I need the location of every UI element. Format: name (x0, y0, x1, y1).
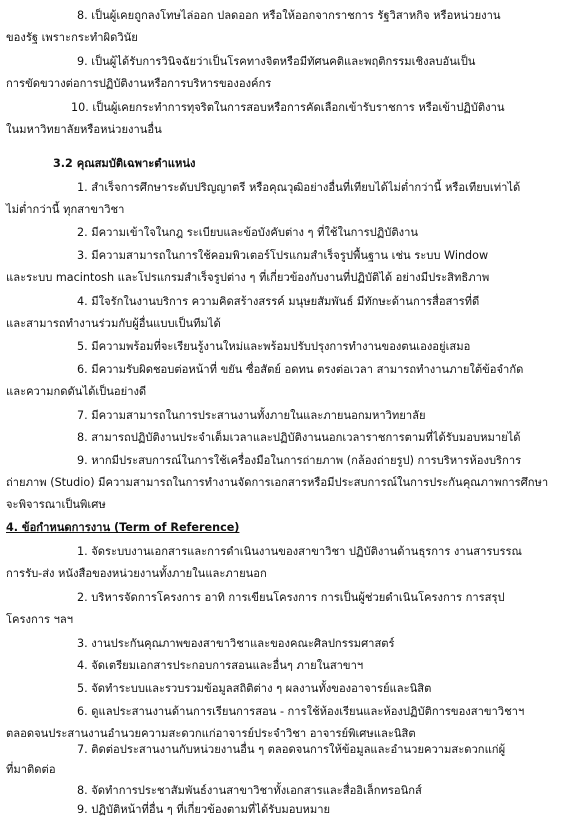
qual-item-9-line2: ถ่ายภาพ (Studio) มีความสามารถในการทำงานจัดการเอกสารหรือมีประสบการณ์ในการประกันคุณภาพการศึกษา (6, 476, 549, 489)
tor-item-6-line1: 6. ดูแลประสานงานด้านการเรียนการสอน - การใช้ห้องเรียนและห้องปฏิบัติการของสาขาวิชาฯ (77, 705, 525, 718)
prev-item-10-line2: ในมหาวิทยาลัยหรือหน่วยงานอื่น (6, 123, 162, 136)
prev-item-8-line2: ของรัฐ เพราะกระทำผิดวินัย (6, 31, 138, 44)
qual-item-1-line2: ไม่ต่ำกว่านี้ ทุกสาขาวิชา (6, 203, 125, 216)
tor-item-5-line1: 5. จัดทำระบบและรวบรวมข้อมูลสถิติต่าง ๆ ผลงานทั้งของอาจารย์และนิสิต (77, 682, 432, 695)
tor-item-4-line1: 4. จัดเตรียมเอกสารประกอบการสอนและอื่นๆ ภายในสาขาฯ (77, 659, 364, 672)
prev-item-8-line1: 8. เป็นผู้เคยถูกลงโทษไล่ออก ปลดออก หรือให้ออกจากราชการ รัฐวิสาหกิจ หรือหน่วยงาน (77, 9, 501, 22)
qual-item-2-line1: 2. มีความเข้าใจในกฎ ระเบียบและข้อบังคับต่าง ๆ ที่ใช้ในการปฏิบัติงาน (77, 226, 419, 239)
qual-item-4-line1: 4. มีใจรักในงานบริการ ความคิดสร้างสรรค์ มนุษยสัมพันธ์ มีทักษะด้านการสื่อสารที่ดี (77, 295, 480, 308)
prev-item-9-line1: 9. เป็นผู้ได้รับการวินิจฉัยว่าเป็นโรคทางจิตหรือมีทัศนคติและพฤติกรรมเชิงลบอันเป็น (77, 55, 476, 68)
tor-item-1-line2: การรับ-ส่ง หนังสือของหน่วยงานทั้งภายในและภายนอก (6, 567, 267, 580)
qual-item-6-line2: และความกดดันได้เป็นอย่างดี (6, 385, 147, 398)
qual-item-3-line2: และระบบ macintosh และโปรแกรมสำเร็จรูปต่าง ๆ ที่เกี่ยวข้องกับงานที่ปฏิบัติได้ อย่างมีประสิทธิภาพ (6, 271, 490, 284)
tor-item-6-line2: ตลอดจนประสานงานอำนวยความสะดวกแก่อาจารย์ประจำวิชา อาจารย์พิเศษและนิสิต (6, 727, 416, 740)
tor-item-7-line1: 7. ติดต่อประสานงานกับหน่วยงานอื่น ๆ ตลอดจนการให้ข้อมูลและอำนวยความสะดวกแก่ผู้ (77, 743, 506, 756)
qual-item-9-line1: 9. หากมีประสบการณ์ในการใช้เครื่องมือในการถ่ายภาพ (กล้องถ่ายรูป) การบริหารห้องบริการ (77, 454, 522, 467)
qual-item-3-line1: 3. มีความสามารถในการใช้คอมพิวเตอร์โปรแกมสำเร็จรูปพื้นฐาน เช่น ระบบ Window (77, 249, 489, 262)
tor-item-8-line1: 8. จัดทำการประชาสัมพันธ์งานสาขาวิชาทั้งเอกสารและสื่ออิเล็กทรอนิกส์ (77, 784, 422, 797)
prev-item-10-line1: 10. เป็นผู้เคยกระทำการทุจริตในการสอบหรือการคัดเลือกเข้ารับราชการ หรือเข้าปฏิบัติงาน (71, 101, 505, 114)
tor-item-3-line1: 3. งานประกันคุณภาพของสาขาวิชาและของคณะศิลปกรรมศาสตร์ (77, 637, 395, 650)
qual-item-7-line1: 7. มีความสามารถในการประสานงานทั้งภายในและภายนอกมหาวิทยาลัย (77, 409, 426, 422)
qual-item-8-line1: 8. สามารถปฏิบัติงานประจำเต็มเวลาและปฏิบัติงานนอกเวลาราชการตามที่ได้รับมอบหมายได้ (77, 431, 521, 444)
prev-item-9-line2: การขัดขวางต่อการปฏิบัติงานหรือการบริหารขององค์กร (6, 77, 272, 90)
tor-item-2-line2: โครงการ ฯลฯ (6, 613, 74, 626)
qual-item-4-line2: และสามารถทำงานร่วมกับผู้อื่นแบบเป็นทีมได้ (6, 317, 221, 330)
qual-item-1-line1: 1. สำเร็จการศึกษาระดับปริญญาตรี หรือคุณวุฒิอย่างอื่นที่เทียบได้ไม่ต่ำกว่านี้ หรือเทียบเท่าได้ (77, 181, 521, 194)
qual-item-5-line1: 5. มีความพร้อมที่จะเรียนรู้งานใหม่และพร้อมปรับปรุงการทำงานของตนเองอยู่เสมอ (77, 340, 471, 353)
tor-item-1-line1: 1. จัดระบบงานเอกสารและการดำเนินงานของสาขาวิชา ปฏิบัติงานด้านธุรการ งานสารบรรณ (77, 545, 522, 558)
qual-item-9-line3: จะพิจารณาเป็นพิเศษ (6, 498, 106, 511)
tor-item-2-line1: 2. บริหารจัดการโครงการ อาทิ การเขียนโครงการ การเป็นผู้ช่วยดำเนินโครงการ การสรุป (77, 591, 505, 604)
tor-item-7-line2: ที่มาติดต่อ (6, 763, 56, 776)
section-4-title: 4. ข้อกำหนดการงาน (Term of Reference) (6, 521, 240, 534)
qual-item-6-line1: 6. มีความรับผิดชอบต่อหน้าที่ ขยัน ซื่อสัตย์ อดทน ตรงต่อเวลา สามารถทำงานภายใต้ข้อจำกัด (77, 363, 524, 376)
tor-item-9-line1: 9. ปฏิบัติหน้าที่อื่น ๆ ที่เกี่ยวข้องตามที่ได้รับมอบหมาย (77, 803, 331, 816)
section-3-2-title: 3.2 คุณสมบัติเฉพาะตำแหน่ง (53, 157, 196, 170)
